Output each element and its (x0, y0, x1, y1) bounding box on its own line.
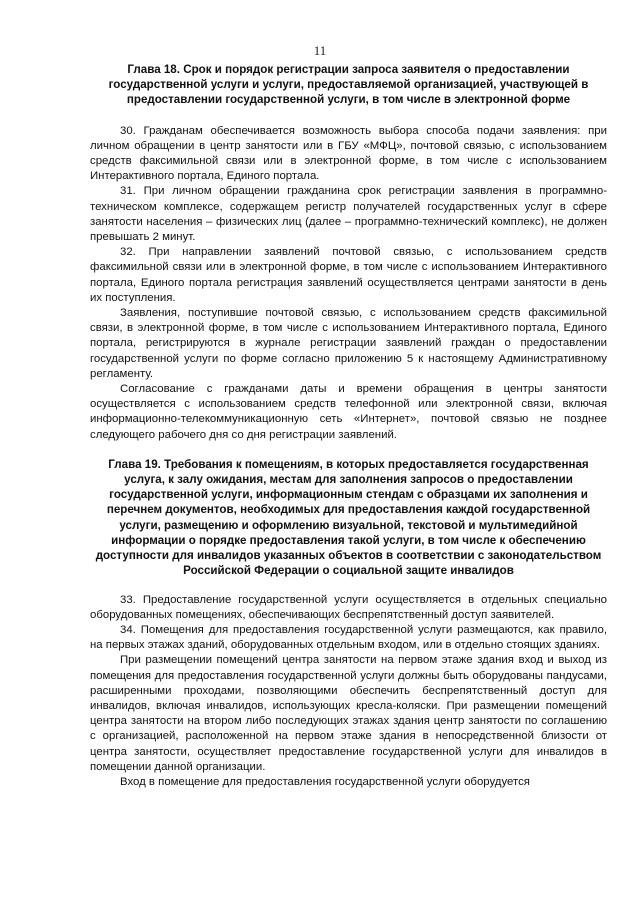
paragraph-32: 32. При направлении заявлений почтовой связью, с использованием средств факсимильной связи или в электронной форме, в том числе с использованием Интерактивного портала, Единого портала регистрация заявлений осуществляется центрами занятости в день их поступления. (90, 246, 607, 304)
paragraph-34-accessibility: При размещении помещений центра занятости на первом этаже здания вход и выход из помещения для предоставления государственной услуги должны быть оборудованы пандусами, расширенными проходами, позволяющими обеспечить беспрепятственный доступ для инвалидов, включая инвалидов, использующих кресла-коляски. При размещении помещений центра занятости на втором либо последующих этажах здания центр занятости по соглашению с организацией, расположенной на первом этаже здания в непосредственной близости от центра занятости, осуществляет предоставление государственной услуги для инвалидов в помещении данной организации. (90, 654, 607, 773)
paragraph-32-mail-registration: Заявления, поступившие почтовой связью, с использованием средств факсимильной связи, в электронной форме, в том числе с использованием Интерактивного портала, Единого портала, регистрируются в журнале регистрации заявлений граждан о предоставлении государственной услуги по форме согласно приложению 5 к настоящему Административному регламенту. (90, 307, 607, 380)
page-content (90, 62, 607, 790)
paragraph-31: 31. При личном обращении гражданина срок регистрации заявления в программно-техническом комплексе, содержащем регистр получателей государственных услуг в сфере занятости населения – физических лиц (далее – программно-технический комплекс), не должен превышать 2 минут. (90, 185, 607, 244)
chapter-19-title: Глава 19. Требования к помещениям, в которых предоставляется государственная услуга, к залу ожидания, местам для заполнения запросов о предоставлении государственной услуги, информационным стендам с образцами их заполнения и перечнем документов, необходимых для предоставления каждой государственной услуги, размещению и оформлению визуальной, текстовой и мультимедийной информации о порядке предоставления такой услуги, в том числе к обеспечению доступности для инвалидов указанных объектов в соответствии с законодательством Российской Федерации о социальной защите инвалидов (95, 457, 602, 578)
paragraph-32-scheduling: Согласование с гражданами даты и времени обращения в центры занятости осуществляется с использованием средств телефонной или электронной связи, включая информационно-телекоммуникационную сеть «Интернет», почтовой связью не позднее следующего рабочего дня со дня регистрации заявлений. (90, 383, 607, 441)
paragraph-30: 30. Гражданам обеспечивается возможность выбора способа подачи заявления: при личном обращении в центр занятости или в ГБУ «МФЦ», почтовой связью, с использованием средств факсимильной связи или в электронной форме, в том числе с использованием Интерактивного портала, Единого портала. (90, 124, 607, 183)
paragraph-34: 34. Помещения для предоставления государственной услуги размещаются, как правило, на первых этажах зданий, оборудованных отдельным входом, или в отдельно стоящих зданиях. (90, 623, 607, 652)
paragraph-34-entrance: Вход в помещение для предоставления государственной услуги оборудуется (120, 775, 530, 788)
paragraph-33: 33. Предоставление государственной услуги осуществляется в отдельных специально оборудованных помещениях, обеспечивающих беспрепятственный доступ заявителей. (90, 593, 607, 621)
chapter-18-title: Глава 18. Срок и порядок регистрации запроса заявителя о предоставлении государственной услуги и услуги, предоставляемой организацией, участвующей в предоставлении государственной услуги, в том числе в электронной форме (108, 63, 589, 107)
page-number: 11 (313, 43, 327, 58)
